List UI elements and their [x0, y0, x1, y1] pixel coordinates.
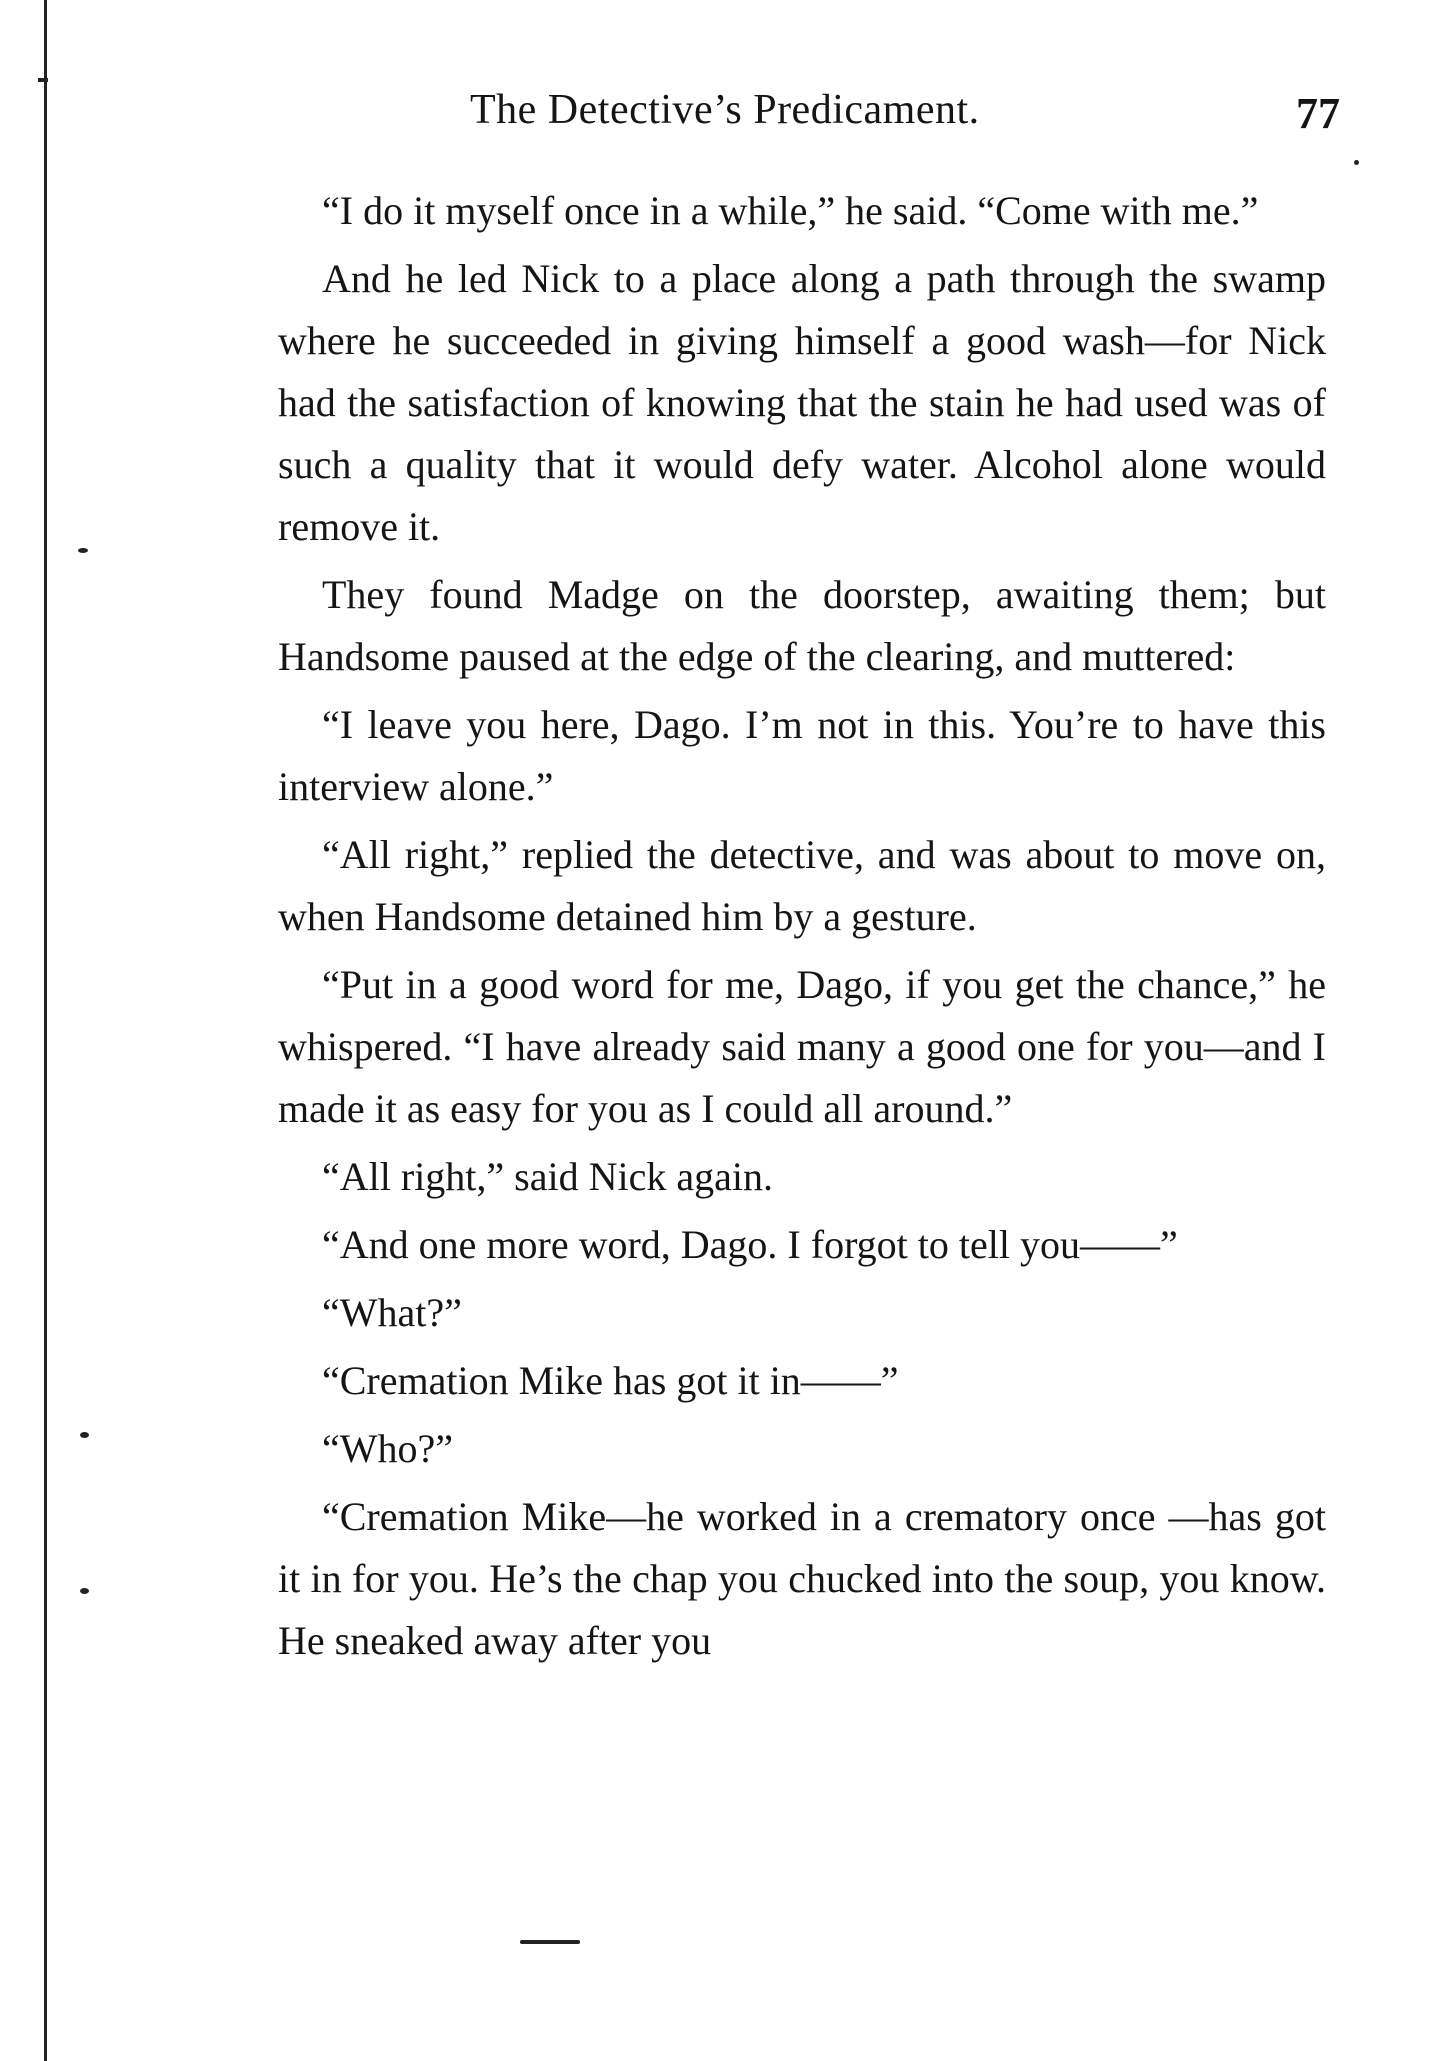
scan-speck	[78, 548, 88, 553]
paragraph: “I do it myself once in a while,” he said. “Come with me.”	[322, 188, 1259, 233]
paragraph: And he led Nick to a place along a path through the swamp where he succeeded in giving himself a good wash—for Nick had the satisfaction of knowing that the stain he had used was of such a quality that it would defy water. Alcohol alone would remove it.	[278, 256, 1326, 549]
paragraph: “Who?”	[322, 1426, 454, 1471]
paragraph: “Cremation Mike—he worked in a crematory once —has got it in for you. He’s the chap you chucked into the soup, you know. He sneaked away after you	[278, 1494, 1326, 1663]
page-number: 77	[1296, 89, 1340, 138]
paragraph: They found Madge on the doorstep, awaiting them; but Handsome paused at the edge of the clearing, and muttered:	[278, 572, 1326, 679]
page-header	[460, 86, 1340, 146]
binding-mark	[38, 78, 48, 82]
paragraph: “I leave you here, Dago. I’m not in this. You’re to have this interview alone.”	[278, 702, 1326, 809]
page-binding-edge	[44, 0, 47, 2061]
paragraph: “All right,” replied the detective, and was about to move on, when Handsome detained him by a gesture.	[278, 832, 1326, 939]
scan-speck	[520, 1940, 580, 1944]
paragraph: “Put in a good word for me, Dago, if you get the chance,” he whispered. “I have already said many a good one for you—and I made it as easy for you as I could all around.”	[278, 962, 1326, 1131]
paragraph: “All right,” said Nick again.	[322, 1154, 773, 1199]
paragraph: “What?”	[322, 1290, 462, 1335]
running-title: The Detective’s Predicament.	[470, 87, 980, 133]
paragraph: “And one more word, Dago. I forgot to tell you——”	[322, 1222, 1178, 1267]
scan-speck	[1354, 160, 1359, 165]
body-text	[278, 180, 1326, 1678]
scan-speck	[80, 1432, 89, 1438]
scan-speck	[80, 1588, 89, 1594]
paragraph: “Cremation Mike has got it in——”	[322, 1358, 899, 1403]
